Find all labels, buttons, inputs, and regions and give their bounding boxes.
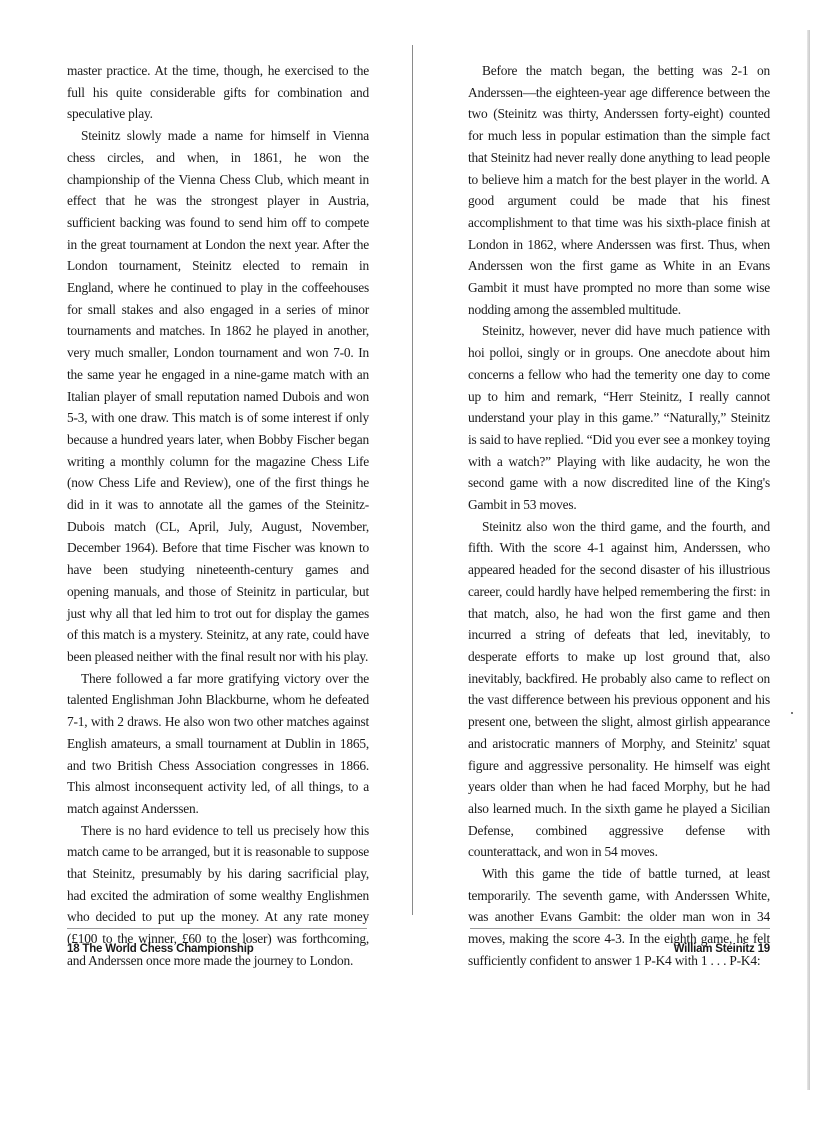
left-text-column bbox=[67, 60, 369, 972]
paragraph: There is no hard evidence to tell us precisely how this match came to be arranged, but it is reasonable to suppose that Steinitz, presumably by his daring sacrificial play, had excited the admiration of some wealthy Englishmen who decided to put up the money. At any rate money (£100 to the winner, £60 to the loser) was forthcoming, and Anderssen once more made the journey to London. bbox=[67, 822, 369, 968]
paragraph: master practice. At the time, though, he exercised to the full his quite considerable gifts for combination and speculative play. bbox=[67, 63, 369, 122]
paragraph: Steinitz slowly made a name for himself in Vienna chess circles, and when, in 1861, he won the championship of the Vienna Chess Club, which meant in effect that he was the strongest player in Austria, sufficient backing was found to send him off to compete in the great tournament at London the next year. After the London tournament, Steinitz elected to remain in England, where he continued to play in the coffeehouses for small stakes and also engaged in a series of minor tournaments and matches. In 1862 he played in another, very much smaller, London tournament and won 7-0. In the same year he engaged in a nine-game match with an Italian player of small reputation named Dubois and won 5-3, with one draw. This match is of some interest if only because a hundred years later, when Bobby Fischer began writing a monthly column for the magazine Chess Life (now Chess Life and Review), one of the first things he did in it was to annotate all the games of the Steinitz-Dubois match (CL, April, July, August, November, December 1964). Before that time Fischer was known to have been studying nineteenth-century games and opening manuals, and those of Steinitz in particular, but just why all that led him to trot out for display the games of this match is a mystery. Steinitz, at any rate, could have been pleased neither with the final result nor with his play. bbox=[67, 128, 369, 664]
page-footer-left: 18 The World Chess Championship bbox=[67, 943, 254, 955]
paragraph: Steinitz, however, never did have much patience with hoi polloi, singly or in groups. One anecdote about him concerns a fellow who had the temerity one day to come up to him and remark, “Herr Steinitz, I really cannot understand your play in this game.” “Naturally,” Steinitz is said to have replied. “Did you ever see a monkey toying with a watch?” Playing with like audacity, he won the second game with a now discredited line of the King's Gambit in 53 moves. bbox=[468, 323, 770, 513]
paragraph: Steinitz also won the third game, and the fourth, and fifth. With the score 4-1 against him, Anderssen, who appeared headed for the second disaster of his illustrious career, could hardly have helped remembering the first: in that match, also, he had won the first game and then incurred a string of defeats that led, inevitably, to desperate efforts to make up lost ground that, also inevitably, backfired. He probably also came to reflect on the vast difference between his previous opponent and his present one, between the slight, almost girlish appearance and aristocratic manners of Morphy, and Steinitz' squat figure and aggressive personality. He himself was eight years older than when he had faced Morphy, but he had also learned much. In the sixth game he played a Sicilian Defense, combined aggressive defense with counterattack, and won in 54 moves. bbox=[468, 518, 770, 860]
paragraph: There followed a far more gratifying victory over the talented Englishman John Blackburne, whom he defeated 7-1, with 2 draws. He also won two other matches against English amateurs, a small tournament at Dublin in 1865, and two British Chess Association congresses in 1866. This almost inconsequent activity led, of all things, to a match against Anderssen. bbox=[67, 670, 369, 816]
right-text-column bbox=[468, 60, 770, 972]
center-gutter-line bbox=[412, 45, 413, 915]
footer-rule-right bbox=[470, 928, 770, 929]
page-edge-shadow bbox=[807, 30, 810, 1090]
footer-rule-left bbox=[67, 928, 367, 929]
paragraph: With this game the tide of battle turned, at least temporarily. The seventh game, with Anderssen White, was another Evans Gambit: the older man won in 34 moves, making the score 4-3. In the eighth game, he felt sufficiently confident to answer 1 P-K4 with 1 . . . P-K4: bbox=[468, 866, 770, 968]
speck-mark bbox=[791, 712, 793, 714]
page-footer-right: William Steinitz 19 bbox=[673, 943, 770, 955]
paragraph: Before the match began, the betting was 2-1 on Anderssen—the eighteen-year age difference between the two (Steinitz was thirty, Anderssen forty-eight) counted for much less in popular estimation than the simple fact that Steinitz had never really done anything to lead people to believe him a match for the best player in the world. A good argument could be made that his finest accomplishment to that time was his sixth-place finish at London in 1862, where Anderssen was first. Thus, when Anderssen won the first game as White in an Evans Gambit it must have prompted no more than some wise nodding among the assembled multitude. bbox=[468, 63, 770, 317]
